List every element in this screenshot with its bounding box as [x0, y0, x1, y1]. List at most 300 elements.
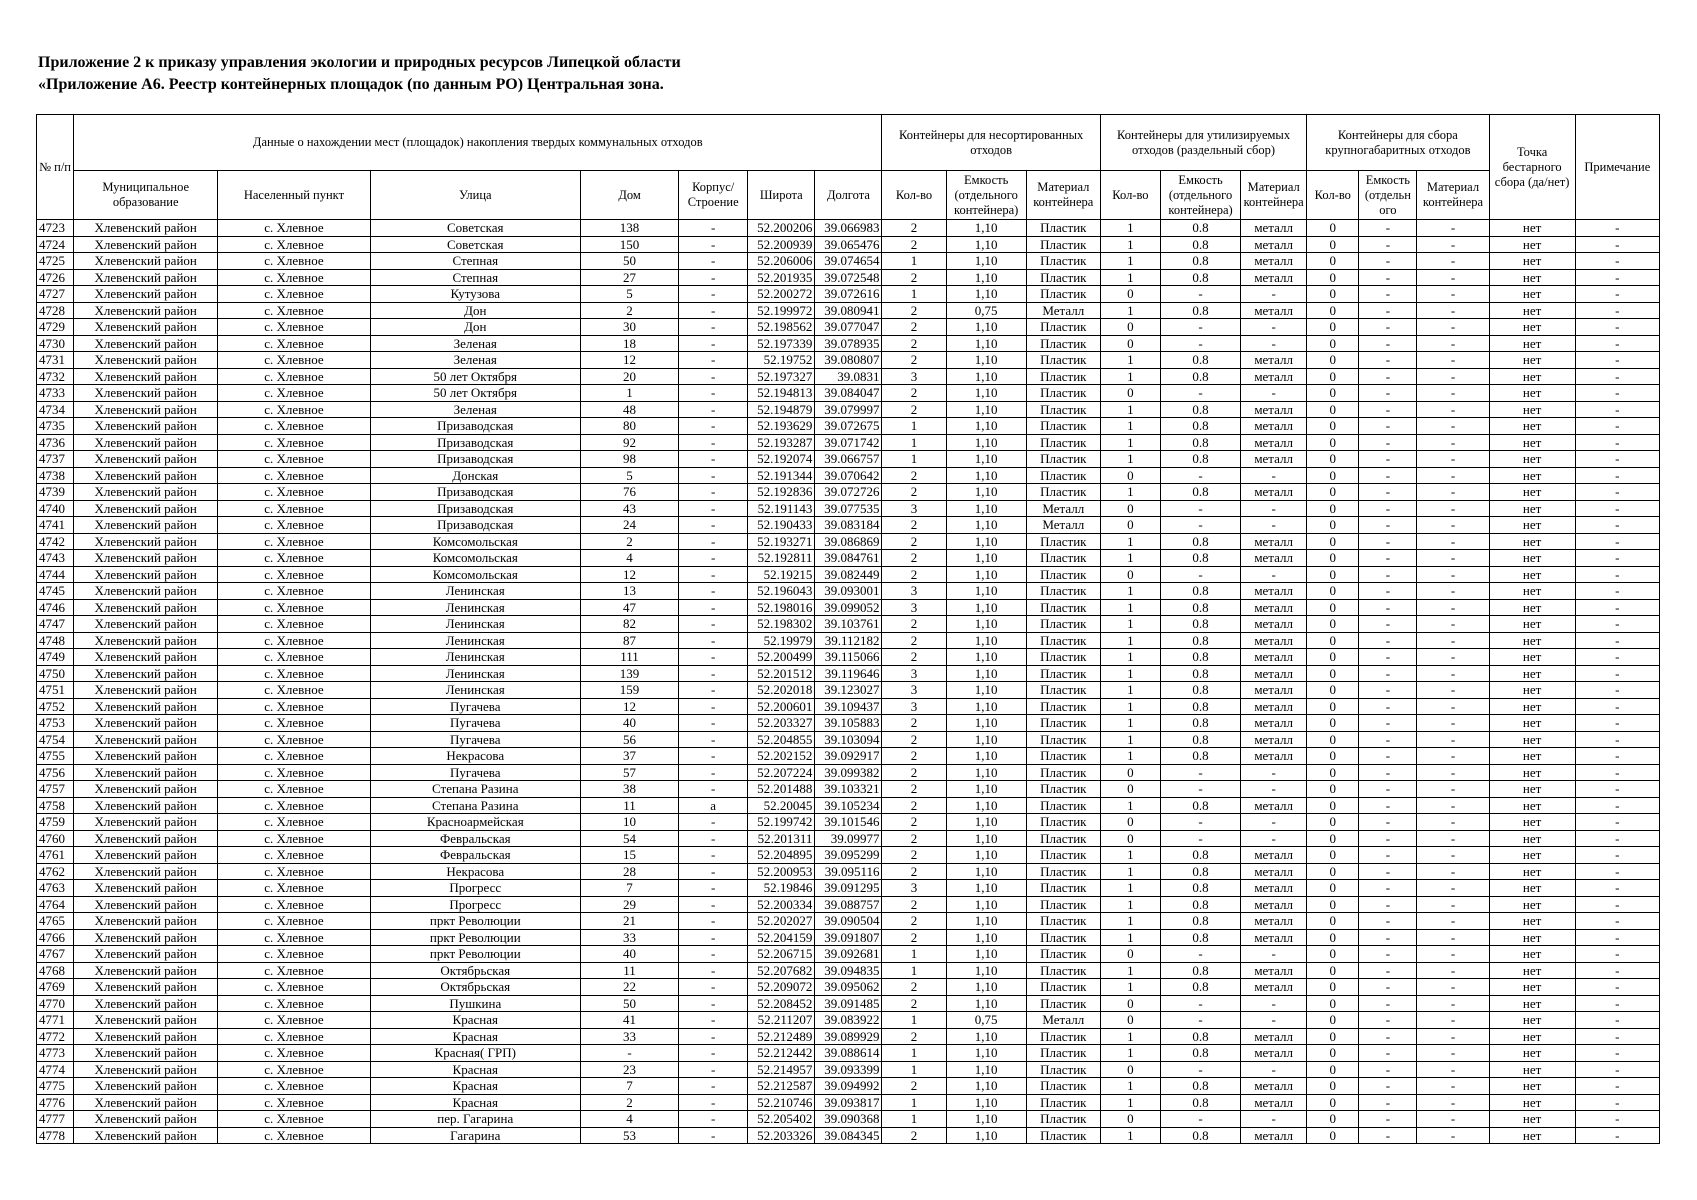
bulky-capacity-cell: -	[1359, 913, 1417, 930]
bulky-count-cell: 0	[1307, 929, 1359, 946]
longitude-cell: 39.083922	[815, 1012, 882, 1029]
street-cell: Призаводская	[370, 418, 580, 435]
bulky-material-cell: -	[1417, 1078, 1489, 1095]
bulky-count-cell: 0	[1307, 517, 1359, 534]
recycl-material-cell: металл	[1241, 979, 1307, 996]
house-cell: 20	[580, 368, 678, 385]
material-cell: Пластик	[1026, 979, 1100, 996]
settlement-cell: с. Хлевное	[218, 682, 370, 699]
table-row	[37, 434, 1660, 451]
recycl-material-cell: металл	[1241, 368, 1307, 385]
header-mun: Муниципальное образование	[74, 171, 218, 220]
municipality-cell: Хлевенский район	[74, 566, 218, 583]
longitude-cell: 39.094835	[815, 962, 882, 979]
longitude-cell: 39.092681	[815, 946, 882, 963]
house-cell: 24	[580, 517, 678, 534]
house-cell: 23	[580, 1061, 678, 1078]
building-cell: -	[679, 1078, 748, 1095]
point-cell: нет	[1489, 731, 1575, 748]
settlement-cell: с. Хлевное	[218, 962, 370, 979]
recycl-capacity-cell: 0.8	[1160, 418, 1240, 435]
table-row	[37, 385, 1660, 402]
settlement-cell: с. Хлевное	[218, 484, 370, 501]
longitude-cell: 39.105234	[815, 797, 882, 814]
building-cell: -	[679, 995, 748, 1012]
capacity-cell: 1,10	[946, 731, 1026, 748]
bulky-material-cell: -	[1417, 929, 1489, 946]
point-cell: нет	[1489, 847, 1575, 864]
latitude-cell: 52.210746	[748, 1094, 815, 1111]
point-cell: нет	[1489, 929, 1575, 946]
material-cell: Пластик	[1026, 830, 1100, 847]
longitude-cell: 39.072675	[815, 418, 882, 435]
material-cell: Пластик	[1026, 451, 1100, 468]
note-cell: -	[1575, 352, 1659, 369]
bulky-material-cell: -	[1417, 401, 1489, 418]
material-cell: Пластик	[1026, 1045, 1100, 1062]
capacity-cell: 1,10	[946, 979, 1026, 996]
bulky-capacity-cell: -	[1359, 368, 1417, 385]
row-num: 4774	[37, 1061, 74, 1078]
table-row	[37, 1127, 1660, 1144]
house-cell: 54	[580, 830, 678, 847]
settlement-cell: с. Хлевное	[218, 649, 370, 666]
longitude-cell: 39.090368	[815, 1111, 882, 1128]
table-row	[37, 995, 1660, 1012]
material-cell: Пластик	[1026, 583, 1100, 600]
recycl-material-cell: металл	[1241, 665, 1307, 682]
longitude-cell: 39.084345	[815, 1127, 882, 1144]
note-cell: -	[1575, 319, 1659, 336]
header-note: Примечание	[1575, 115, 1659, 220]
house-cell: 48	[580, 401, 678, 418]
bulky-material-cell: -	[1417, 830, 1489, 847]
point-cell: нет	[1489, 335, 1575, 352]
street-cell: пркт Революции	[370, 929, 580, 946]
house-cell: 5	[580, 467, 678, 484]
bulky-count-cell: 0	[1307, 698, 1359, 715]
note-cell: -	[1575, 698, 1659, 715]
bulky-count-cell: 0	[1307, 830, 1359, 847]
longitude-cell: 39.091485	[815, 995, 882, 1012]
bulky-count-cell: 0	[1307, 731, 1359, 748]
point-cell: нет	[1489, 1012, 1575, 1029]
municipality-cell: Хлевенский район	[74, 1094, 218, 1111]
note-cell: -	[1575, 368, 1659, 385]
street-cell: Красная	[370, 1078, 580, 1095]
material-cell: Пластик	[1026, 566, 1100, 583]
capacity-cell: 1,10	[946, 1061, 1026, 1078]
house-cell: 98	[580, 451, 678, 468]
bulky-count-cell: 0	[1307, 1111, 1359, 1128]
recycl-count-cell: 1	[1100, 715, 1160, 732]
row-num: 4731	[37, 352, 74, 369]
settlement-cell: с. Хлевное	[218, 1111, 370, 1128]
bulky-material-cell: -	[1417, 236, 1489, 253]
point-cell: нет	[1489, 418, 1575, 435]
municipality-cell: Хлевенский район	[74, 434, 218, 451]
house-cell: 13	[580, 583, 678, 600]
municipality-cell: Хлевенский район	[74, 682, 218, 699]
bulky-capacity-cell: -	[1359, 830, 1417, 847]
bulky-material-cell: -	[1417, 896, 1489, 913]
bulky-capacity-cell: -	[1359, 616, 1417, 633]
recycl-count-cell: 1	[1100, 649, 1160, 666]
bulky-count-cell: 0	[1307, 979, 1359, 996]
street-cell: Пугачева	[370, 764, 580, 781]
row-num: 4751	[37, 682, 74, 699]
table-row	[37, 368, 1660, 385]
latitude-cell: 52.205402	[748, 1111, 815, 1128]
capacity-cell: 1,10	[946, 236, 1026, 253]
building-cell: -	[679, 682, 748, 699]
house-cell: 11	[580, 797, 678, 814]
settlement-cell: с. Хлевное	[218, 781, 370, 798]
house-cell: 37	[580, 748, 678, 765]
settlement-cell: с. Хлевное	[218, 715, 370, 732]
point-cell: нет	[1489, 236, 1575, 253]
recycl-material-cell: -	[1241, 764, 1307, 781]
point-cell: нет	[1489, 269, 1575, 286]
note-cell: -	[1575, 616, 1659, 633]
building-cell: -	[679, 1111, 748, 1128]
row-num: 4759	[37, 814, 74, 831]
row-num: 4728	[37, 302, 74, 319]
house-cell: 33	[580, 929, 678, 946]
recycl-capacity-cell: 0.8	[1160, 649, 1240, 666]
building-cell: -	[679, 599, 748, 616]
municipality-cell: Хлевенский район	[74, 715, 218, 732]
recycl-material-cell: металл	[1241, 401, 1307, 418]
recycl-count-cell: 1	[1100, 979, 1160, 996]
bulky-capacity-cell: -	[1359, 385, 1417, 402]
recycl-material-cell: металл	[1241, 682, 1307, 699]
municipality-cell: Хлевенский район	[74, 731, 218, 748]
street-cell: пер. Гагарина	[370, 1111, 580, 1128]
point-cell: нет	[1489, 500, 1575, 517]
capacity-cell: 1,10	[946, 319, 1026, 336]
capacity-cell: 1,10	[946, 682, 1026, 699]
material-cell: Пластик	[1026, 962, 1100, 979]
capacity-cell: 1,10	[946, 352, 1026, 369]
settlement-cell: с. Хлевное	[218, 1045, 370, 1062]
bulky-count-cell: 0	[1307, 418, 1359, 435]
settlement-cell: с. Хлевное	[218, 748, 370, 765]
note-cell: -	[1575, 236, 1659, 253]
latitude-cell: 52.194879	[748, 401, 815, 418]
count-cell: 2	[882, 995, 946, 1012]
longitude-cell: 39.112182	[815, 632, 882, 649]
settlement-cell: с. Хлевное	[218, 368, 370, 385]
table-row	[37, 748, 1660, 765]
longitude-cell: 39.072616	[815, 286, 882, 303]
row-num: 4754	[37, 731, 74, 748]
street-cell: Красноармейская	[370, 814, 580, 831]
recycl-material-cell: металл	[1241, 698, 1307, 715]
longitude-cell: 39.105883	[815, 715, 882, 732]
bulky-count-cell: 0	[1307, 467, 1359, 484]
bulky-count-cell: 0	[1307, 1094, 1359, 1111]
building-cell: -	[679, 814, 748, 831]
bulky-capacity-cell: -	[1359, 1094, 1417, 1111]
note-cell: -	[1575, 962, 1659, 979]
house-cell: 80	[580, 418, 678, 435]
recycl-count-cell: 0	[1100, 500, 1160, 517]
row-num: 4755	[37, 748, 74, 765]
recycl-capacity-cell: 0.8	[1160, 368, 1240, 385]
capacity-cell: 1,10	[946, 484, 1026, 501]
settlement-cell: с. Хлевное	[218, 1012, 370, 1029]
point-cell: нет	[1489, 319, 1575, 336]
note-cell: -	[1575, 979, 1659, 996]
point-cell: нет	[1489, 946, 1575, 963]
count-cell: 1	[882, 253, 946, 270]
material-cell: Пластик	[1026, 863, 1100, 880]
recycl-count-cell: 1	[1100, 220, 1160, 237]
municipality-cell: Хлевенский район	[74, 599, 218, 616]
building-cell: -	[679, 1012, 748, 1029]
recycl-count-cell: 1	[1100, 1127, 1160, 1144]
recycl-material-cell: металл	[1241, 896, 1307, 913]
row-num: 4725	[37, 253, 74, 270]
count-cell: 1	[882, 1012, 946, 1029]
house-cell: 50	[580, 995, 678, 1012]
street-cell: Пугачева	[370, 698, 580, 715]
bulky-material-cell: -	[1417, 434, 1489, 451]
table-row	[37, 500, 1660, 517]
settlement-cell: с. Хлевное	[218, 335, 370, 352]
latitude-cell: 52.197327	[748, 368, 815, 385]
recycl-material-cell: -	[1241, 781, 1307, 798]
material-cell: Металл	[1026, 1012, 1100, 1029]
bulky-capacity-cell: -	[1359, 682, 1417, 699]
building-cell: -	[679, 368, 748, 385]
bulky-material-cell: -	[1417, 335, 1489, 352]
building-cell: -	[679, 748, 748, 765]
table-row	[37, 1045, 1660, 1062]
latitude-cell: 52.19979	[748, 632, 815, 649]
longitude-cell: 39.070642	[815, 467, 882, 484]
latitude-cell: 52.212489	[748, 1028, 815, 1045]
bulky-capacity-cell: -	[1359, 418, 1417, 435]
longitude-cell: 39.094992	[815, 1078, 882, 1095]
bulky-capacity-cell: -	[1359, 946, 1417, 963]
latitude-cell: 52.207682	[748, 962, 815, 979]
bulky-count-cell: 0	[1307, 401, 1359, 418]
material-cell: Пластик	[1026, 434, 1100, 451]
bulky-capacity-cell: -	[1359, 814, 1417, 831]
table-row	[37, 253, 1660, 270]
building-cell: -	[679, 979, 748, 996]
note-cell: -	[1575, 566, 1659, 583]
table-row	[37, 698, 1660, 715]
bulky-capacity-cell: -	[1359, 847, 1417, 864]
settlement-cell: с. Хлевное	[218, 550, 370, 567]
building-cell: -	[679, 1127, 748, 1144]
row-num: 4737	[37, 451, 74, 468]
bulky-capacity-cell: -	[1359, 1012, 1417, 1029]
table-row	[37, 797, 1660, 814]
recycl-capacity-cell: -	[1160, 517, 1240, 534]
capacity-cell: 1,10	[946, 781, 1026, 798]
settlement-cell: с. Хлевное	[218, 929, 370, 946]
recycl-capacity-cell: 0.8	[1160, 269, 1240, 286]
latitude-cell: 52.201512	[748, 665, 815, 682]
capacity-cell: 1,10	[946, 946, 1026, 963]
note-cell: -	[1575, 418, 1659, 435]
capacity-cell: 1,10	[946, 533, 1026, 550]
house-cell: 28	[580, 863, 678, 880]
building-cell: -	[679, 533, 748, 550]
table-row	[37, 517, 1660, 534]
bulky-capacity-cell: -	[1359, 929, 1417, 946]
municipality-cell: Хлевенский район	[74, 236, 218, 253]
bulky-count-cell: 0	[1307, 302, 1359, 319]
latitude-cell: 52.190433	[748, 517, 815, 534]
capacity-cell: 1,10	[946, 814, 1026, 831]
street-cell: Степана Разина	[370, 797, 580, 814]
header-recycl-group: Контейнеры для утилизируемых отходов (раздельный сбор)	[1100, 115, 1306, 171]
longitude-cell: 39.099382	[815, 764, 882, 781]
municipality-cell: Хлевенский район	[74, 385, 218, 402]
settlement-cell: с. Хлевное	[218, 286, 370, 303]
note-cell: -	[1575, 830, 1659, 847]
recycl-material-cell: -	[1241, 500, 1307, 517]
count-cell: 2	[882, 979, 946, 996]
bulky-material-cell: -	[1417, 319, 1489, 336]
material-cell: Металл	[1026, 517, 1100, 534]
bulky-capacity-cell: -	[1359, 1061, 1417, 1078]
building-cell: -	[679, 319, 748, 336]
note-cell: -	[1575, 1094, 1659, 1111]
recycl-capacity-cell: -	[1160, 830, 1240, 847]
bulky-material-cell: -	[1417, 418, 1489, 435]
material-cell: Пластик	[1026, 236, 1100, 253]
longitude-cell: 39.083184	[815, 517, 882, 534]
capacity-cell: 1,10	[946, 748, 1026, 765]
recycl-count-cell: 1	[1100, 847, 1160, 864]
material-cell: Пластик	[1026, 1028, 1100, 1045]
settlement-cell: с. Хлевное	[218, 896, 370, 913]
capacity-cell: 1,10	[946, 418, 1026, 435]
bulky-count-cell: 0	[1307, 583, 1359, 600]
municipality-cell: Хлевенский район	[74, 319, 218, 336]
material-cell: Пластик	[1026, 220, 1100, 237]
material-cell: Пластик	[1026, 1111, 1100, 1128]
street-cell: Призаводская	[370, 517, 580, 534]
note-cell: -	[1575, 715, 1659, 732]
bulky-material-cell: -	[1417, 451, 1489, 468]
bulky-material-cell: -	[1417, 1012, 1489, 1029]
point-cell: нет	[1489, 484, 1575, 501]
note-cell: -	[1575, 1078, 1659, 1095]
street-cell: Зеленая	[370, 352, 580, 369]
point-cell: нет	[1489, 863, 1575, 880]
bulky-count-cell: 0	[1307, 1078, 1359, 1095]
note-cell: -	[1575, 632, 1659, 649]
recycl-capacity-cell: 0.8	[1160, 550, 1240, 567]
street-cell: Красная( ГРП)	[370, 1045, 580, 1062]
recycl-count-cell: 1	[1100, 962, 1160, 979]
registry-body	[37, 220, 1660, 1144]
longitude-cell: 39.095062	[815, 979, 882, 996]
table-row	[37, 632, 1660, 649]
bulky-count-cell: 0	[1307, 616, 1359, 633]
bulky-material-cell: -	[1417, 764, 1489, 781]
point-cell: нет	[1489, 434, 1575, 451]
bulky-count-cell: 0	[1307, 797, 1359, 814]
municipality-cell: Хлевенский район	[74, 913, 218, 930]
capacity-cell: 1,10	[946, 1028, 1026, 1045]
settlement-cell: с. Хлевное	[218, 500, 370, 517]
count-cell: 3	[882, 880, 946, 897]
note-cell: -	[1575, 484, 1659, 501]
house-cell: 22	[580, 979, 678, 996]
house-cell: 30	[580, 319, 678, 336]
material-cell: Пластик	[1026, 1127, 1100, 1144]
bulky-material-cell: -	[1417, 550, 1489, 567]
house-cell: 159	[580, 682, 678, 699]
latitude-cell: 52.209072	[748, 979, 815, 996]
count-cell: 2	[882, 566, 946, 583]
recycl-material-cell: -	[1241, 814, 1307, 831]
house-cell: 76	[580, 484, 678, 501]
capacity-cell: 1,10	[946, 830, 1026, 847]
street-cell: Советская	[370, 220, 580, 237]
table-row	[37, 863, 1660, 880]
house-cell: 53	[580, 1127, 678, 1144]
street-cell: Красная	[370, 1012, 580, 1029]
recycl-material-cell: металл	[1241, 962, 1307, 979]
house-cell: 57	[580, 764, 678, 781]
latitude-cell: 52.194813	[748, 385, 815, 402]
municipality-cell: Хлевенский район	[74, 484, 218, 501]
recycl-capacity-cell: 0.8	[1160, 731, 1240, 748]
street-cell: Красная	[370, 1094, 580, 1111]
recycl-capacity-cell: 0.8	[1160, 236, 1240, 253]
bulky-material-cell: -	[1417, 302, 1489, 319]
recycl-count-cell: 0	[1100, 1111, 1160, 1128]
longitude-cell: 39.093001	[815, 583, 882, 600]
material-cell: Пластик	[1026, 269, 1100, 286]
count-cell: 3	[882, 665, 946, 682]
bulky-count-cell: 0	[1307, 781, 1359, 798]
capacity-cell: 1,10	[946, 962, 1026, 979]
street-cell: Дон	[370, 319, 580, 336]
bulky-material-cell: -	[1417, 731, 1489, 748]
table-row	[37, 946, 1660, 963]
recycl-material-cell: металл	[1241, 583, 1307, 600]
recycl-count-cell: 0	[1100, 1061, 1160, 1078]
capacity-cell: 1,10	[946, 401, 1026, 418]
settlement-cell: с. Хлевное	[218, 665, 370, 682]
house-cell: 56	[580, 731, 678, 748]
bulky-capacity-cell: -	[1359, 236, 1417, 253]
latitude-cell: 52.200953	[748, 863, 815, 880]
count-cell: 1	[882, 962, 946, 979]
note-cell: -	[1575, 665, 1659, 682]
count-cell: 2	[882, 632, 946, 649]
municipality-cell: Хлевенский район	[74, 352, 218, 369]
latitude-cell: 52.208452	[748, 995, 815, 1012]
title-line-2: «Приложение А6. Реестр контейнерных площадок (по данным РО) Центральная зона.	[38, 76, 664, 93]
latitude-cell: 52.192074	[748, 451, 815, 468]
house-cell: 138	[580, 220, 678, 237]
count-cell: 2	[882, 797, 946, 814]
note-cell: -	[1575, 814, 1659, 831]
bulky-material-cell: -	[1417, 649, 1489, 666]
note-cell: -	[1575, 1127, 1659, 1144]
